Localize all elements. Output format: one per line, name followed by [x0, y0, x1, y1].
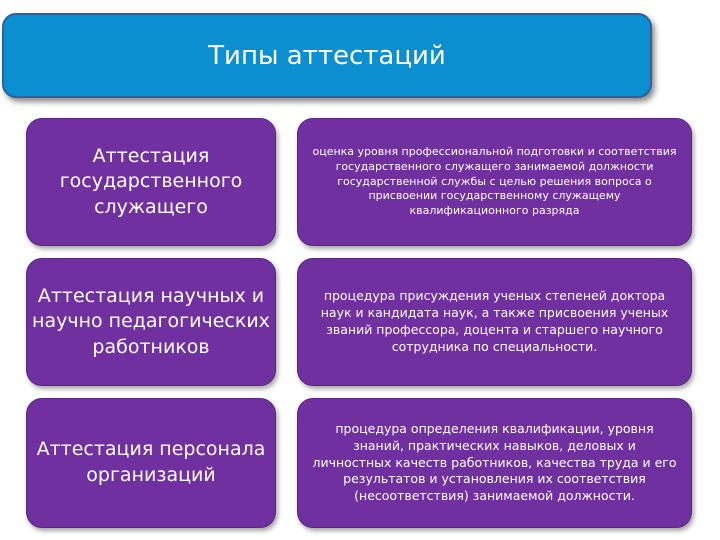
type-box-civil-servant [26, 118, 276, 246]
type-label: Аттестация персонала организаций [36, 438, 266, 486]
type-label: Аттестация государственного служащего [59, 144, 243, 218]
description-box-scientific-staff [297, 258, 692, 386]
description-box-civil-servant [297, 118, 692, 246]
type-description: оценка уровня профессиональной подготовки и соответствия государственного служащего занимаемой должности государственной службы с целью решения вопроса о присвоении государственному служащему квалификационного разряда [312, 144, 677, 218]
type-box-scientific-staff [26, 258, 276, 386]
type-label: Аттестация научных и научно педагогических работников [32, 284, 270, 358]
type-description: процедура присуждения ученых степеней доктора наук и кандидата наук, а также присвоения ученых званий профессора, доцента и старшего научного сотрудника по специальности. [320, 288, 669, 354]
type-box-organization-staff [26, 398, 276, 528]
page-title: Типы аттестаций [208, 40, 446, 71]
title-banner [2, 13, 652, 98]
type-description: процедура определения квалификации, уровня знаний, практических навыков, деловых и личностных качеств работников, качества труда и его результатов и установления их соответствия (несоответствия) занимаемой должности. [312, 420, 677, 504]
description-box-organization-staff [297, 398, 692, 528]
